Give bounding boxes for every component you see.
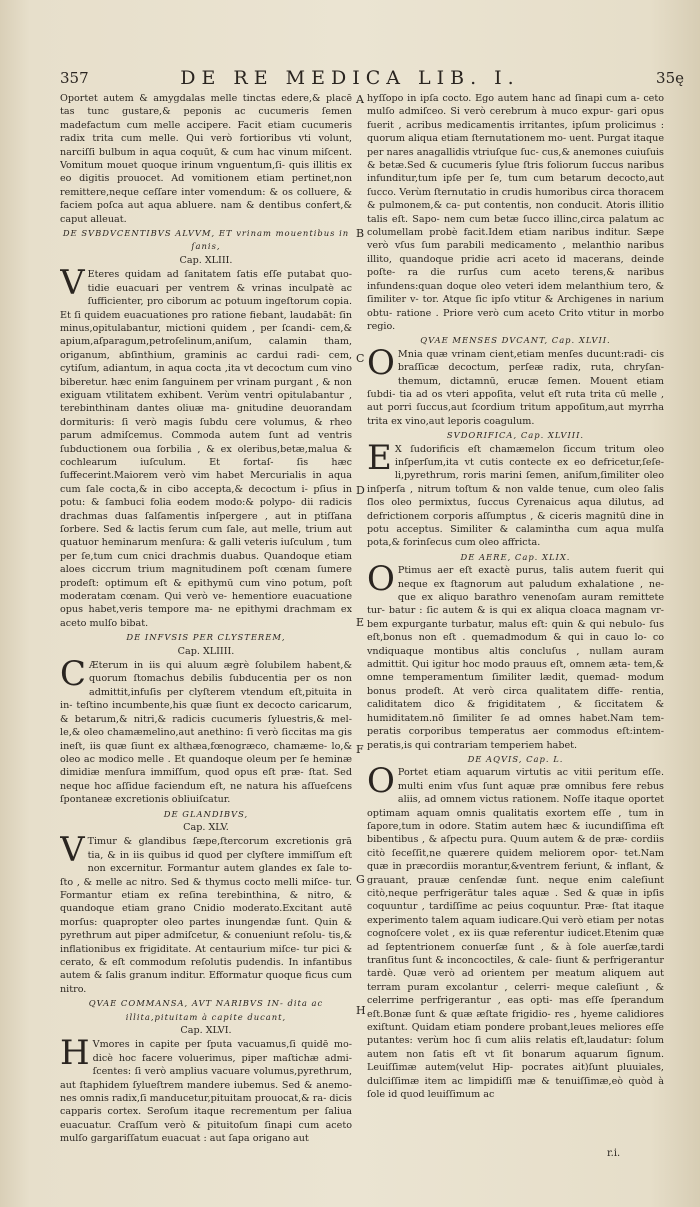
chapter-heading [367, 334, 664, 347]
paragraph-text: Vmores in capite per ſputa vacuamus,ſi quidē mo- dicè hoc facere voluerimus, piper maſtichæ admi- ſcentes: ſi verò amplius vacuare volumus,pyrethrum, aut ſtaphidem ſylueſtrem mandere iubemus. Sed & anemo- nes omnis radix,ſi manducetur,pituitam prouocat,& ra- dicis capparis cortex. Seroſum itaque recrementum per ſaliua euacuatur. Craſſum verò & pituitoſum ſinapi cum aceto mulſo gargariſſatum euacuat : aut ſapa origano aut [60, 1039, 352, 1145]
chapter-title: SVDORIFICA, [446, 430, 518, 441]
chapter-title: DE AERE, [460, 551, 512, 562]
margin-letter-h: H [356, 1004, 366, 1017]
drop-cap: O [367, 342, 395, 383]
chapter-number: Cap. L. [526, 753, 564, 764]
paragraph: hyſſopo in ipſa cocto. Ego autem hanc ad ſinapi cum a- ceto mulſo admiſceo. Si verò cerebrum à muco expur- gari opus fuerit , acribus medicamentis irritantes, ipſum prolicimus : quorum aliqua etiam ſternutationem mo- uent. Purgat itaque per nares anagallidis vtriuſque ſuc- cus,& anemones cuiuſuis & betæ.Sed & cucumeris ſylue ſtris foliorum ſuccus naribus infunditur,tum ipſe per ſe, tum cum betarum decocto,aut ſucco. Verùm ſternutatio in crudis humoribus circa thoracem & pulmonem,& ca- put contentis, non conducit. Atoris illitio talis eſt. Sapo- nem cum betæ ſucco illinc,circa palatum ac columellam probè facit.Idem etiam naribus inditur. Sæpe verò vſus ſum parabili medicamento , melanthio naribus illito, quandoque pridie acri aceto id macerans, deinde poſte- ra die rurſus cum aceto terens,& naribus infundens:quan doque oleo veteri idem melanthium tero, & ſimiliter v- tor. Atque ſic ipſo vtitur & Archigenes in narium obtu- ratione . Priore verò cum aceto Crito vtitur in morbo regio. [367, 93, 664, 332]
paragraph [60, 830, 352, 996]
folio-number-left: 357 [60, 69, 89, 87]
margin-letter-g: G [356, 873, 365, 886]
paragraph: Oportet autem & amygdalas melle tinctas edere,& placē tas tunc gustare,& peponis ac cucumeris ſemen madefactum cum melle accipere. Facit etiam cucumeris radix trita cum melle. Qui verò fortioribus vti volunt, narciſſi bulbum in aqua coquūt, & cum hac vinum miſcent. Vomitum mouet quoque irinum vnguentum,ſi- quis illitis ex eo digitis prouocet. Ad vomitionem etiam pertinet,non remittere,neque ceſſare inter vomendum: & os colluere, & faciem poſca aut aqua abluere. nam & dentibus confert,& caput alleuat. [60, 93, 352, 225]
margin-letter-b: B [356, 227, 365, 240]
margin-letter-e: E [356, 616, 365, 629]
paragraph-text: Æterum in iis qui aluum ægrè ſolubilem habent,& quorum ſtomachus debilis ſubducentia per os non admittit,infuſis per clyſterem vtendum eſt,pituita in in- teſtino incumbente,his quæ ſiunt ex decocto caricarum, & betarum,& nitri,& radicis cucumeris ſyluestris,& mel- le,& oleo chamæmelino,aut anethino: ſi verò ſiccitas ma gis ineſt, iis quæ ſiunt ex althæa,fœnogræco, chamæme- lo,& oleo ac modico melle . Et quandoque oleum per ſe heminæ dimidiæ menſura immiſſum, quod opus eſt præ- ſtat. Sed neque hoc aſſidue faciendum eſt, ne natura his aſſueſcens ſpontaneæ excretionis obliuiſcatur. [60, 660, 352, 806]
chapter-heading: DE INFVSIS PER CLYSTEREM, [126, 632, 286, 643]
left-column [60, 92, 352, 1152]
right-column [367, 92, 664, 1152]
paragraph-text: Eteres quidam ad ſanitatem ſatis eſſe putabat quo- tidie euacuari per ventrem & vrinas inculpatè ac ſufficienter, pro ciborum ac potuum ingeſtorum copia. Et ſi quidem euacuationes pro ratione fiebant, laudabāt: ſin minus,opitulabantur, mictioni quidem , per ſcandi- cem,& apium,aſparagum,petroſelinum,aniſum, calamin tham, origanum, abſinthium, graminis ac cardui radi- cem, cytiſum, adiantum, in aqua cocta ,ita vt decoctum cum vino biberetur. hæc enim ſanguinem per vrinam purgant , & non exiguam vtilitatem exhibent. Verùm ventri opitulabantur , terebinthinam dantes oliuæ ma- gnitudine deuorandam dormituris: ſi verò magis ſubdu cere volumus, & rheo parum admiſcemus. Commoda autem ſunt ad ventris ſubductionem oua ſorbilia , & ex oleribus,betæ,malua & cochlearum iuſculum. Et fortaſ- ſis hæc ſuffecerint.Maiorem verò vim habet Mercurialis in aqua cum ſale cocta,& in cibo accepta,& decoctum i- pſius in potu: & ſambuci folia eodem modo:& polypo- dii radicis drachmas duas ſalſamentis inſpergere , aut in ptiſſana ſorbere. Sed & lactis ſerum cum ſale, aut melle, trium aut quatuor heminarum menſura: & galli veteris iuſculum , tum per ſe,tum cum cnici drachmis duabus. Quandoque etiam aloes ciccrum trium magnitudinem poſt cœnam ſumere prodeſt: optimum eſt & epithymū cum vino potum, poſt moderatam cœnam. Qui verò ve- hementiore euacuatione opus habet,veris tempore ma- ne epithymi drachmam ex aceto mulſo bibat. [60, 269, 352, 629]
paragraph [60, 654, 352, 806]
margin-letter-d: D [356, 484, 365, 497]
paragraph-text: Ptimus aer eſt exactè purus, talis autem fuerit qui neque ex ſtagnorum aut paludum exhalatione , ne- que ex aliquo barathro venenoſam auram remittete tur- batur : ſic autem & is qui ex aliqua cloaca magnam vr- bem expurgante turbatur, malus eſt: quin & qui nebulo- ſus eſt,bonus non eſt . quemadmodum & qui in cauo lo- co vndiquaque montibus altis concluſus , nullam auram admittit. Qui igitur hoc modo prauus eſt, omnem æta- tem,& omne temperamentum ſimiliter lædit, quemad- modum bonus prodeſt. At verò circa qualitatem diffe- rentia, caliditatem dico & frigiditatem , & ſiccitatem & humiditatem.nō ſimiliter ſe ad omnes habet.Nam tem- peratis corporibus temperatus aer commodus eſt:intem- peratis,is qui contrariam temperiem habet. [367, 565, 664, 751]
chapter-title: QVAE MENSES DVCANT, [420, 335, 549, 346]
drop-cap: C [60, 654, 87, 695]
drop-cap: H [60, 1033, 90, 1074]
chapter-heading [367, 429, 664, 442]
chapter-heading: DE SVBDVCENTIBVS ALVVM, ET vrinam mouentibus in ſanis, [62, 228, 350, 252]
paragraph-text: X ſudorificis eſt chamæmelon ſiccum tritum oleo inſperſum,ita vt cutis contecte ex eo defricetur,ſeſe- li,pyrethrum, roris marini ſemen, aniſum,ſimiliter oleo inſperſa , nitrum toſtum & non valde tenue, cum oleo ſalis ſlos oleo permixtus, ſuccus Cyrenaicus aqua dilutus, ad defrictionem corporis aſſumptus , & ciceris magnitū dine in potu acceptus. Similiter & calamintha cum aqua mulſa pota,& forinſecus cum oleo affricta. [367, 443, 664, 549]
drop-cap: O [367, 559, 395, 600]
paragraph [367, 437, 664, 550]
drop-cap: O [367, 761, 395, 802]
chapter-number: Cap. XLIIII. [177, 645, 235, 657]
chapter-number: Cap. XLV. [183, 821, 229, 833]
drop-cap: V [60, 830, 85, 871]
chapter-number: Cap. XLVII. [551, 335, 611, 346]
paragraph [367, 761, 664, 1101]
margin-letter-f: F [356, 743, 364, 756]
running-title: DE RE MEDICA LIB. I. [180, 67, 520, 89]
margin-letter-c: C [356, 352, 365, 365]
chapter-title: DE AQVIS, [467, 753, 523, 764]
paragraph [367, 559, 664, 752]
chapter-number: Cap. XLIII. [179, 254, 233, 266]
drop-cap: V [60, 263, 85, 304]
paragraph [367, 342, 664, 428]
paragraph-text: Portet etiam aquarum virtutis ac vitii peritum eſſe. multi enim vſus ſunt aquæ præ omnibus fere rebus aliis, ad omnem victus rationem. Noſſe itaque oportet optimam aquam omnis qualitatis exortem eſſe , tum in ſapore,tum in odore. Statim autem hæc & iucundiſſima eſt bibentibus , & aſpectu pura. Quum autem & de præ- cordiis citò ſeceſſit,ne quærere quidem meliorem opor- tet.Nam quæ in præcordiis morantur,&ventrem feriunt, & inflant, & grauant, prauæ cenſendæ ſunt. neque enim caleſiunt citò,neque perfrigerātur tales aquæ . Sed & quæ in ipſis coquuntur , tardiſſime ac peius coquuntur. Præ- ſtat itaque experimento talem aquam iudicare.Qui verò etiam per notas cognoſcere volet , ex iis quæ referentur iudicet.Etenim quæ ad ſeptentrionem conuerſæ ſunt , & à ſole auerſæ,tardi tranſitus ſunt & inconcoctiles, & cale- ſiunt & perfrigerantur tardè. Quæ verò ad orientem per meatum aliquem aut terram puram excolantur , celerri- meque caleſiunt , & celerrime perfrigerantur , eas opti- mas eſſe ſperandum eſt.Bonæ ſunt & quæ æſtate frigidio- res , hyeme calidiores exiſtunt. Quidam etiam pondere probant,leues meliores eſſe putantes: verùm hoc ſi cum aliis relatis eſt,laudatur: ſolum autem non ſatis eſt vt ſit bonarum aquarum ſignum. Leuiſſimæ autem(velut Hip- pocrates ait)ſunt pluuiales, dulciſſimæ item ac limpidiſſi mæ & tenuiſſimæ,eò quòd à ſole id quod leuiſſimum ac [367, 767, 664, 1101]
chapter-number: Cap. XLVIII. [520, 430, 585, 441]
paragraph-text: Mnia quæ vrinam cient,etiam menſes ducunt:radi- cis braſſicæ decoctum, perſeæ radix, ruta, chryſan- themum, dictamnū, erucæ ſemen. Mouent etiam ſubdi- tia ad os vteri appoſita, velut eſt ruta trita cū melle , aut porri ſuccus,aut ſcordium tritum appoſitum,aut myrrha trita ex vino,aut leporis coagulum. [367, 348, 664, 427]
folio-number-right: 35ę [656, 69, 684, 87]
chapter-heading: QVAE COMMANSA, AVT NARIBVS IN- dita ac illita,pituitam à capite ducant, [88, 998, 324, 1022]
chapter-heading [367, 551, 664, 564]
paragraph [60, 263, 352, 630]
paragraph-text: Timur & glandibus ſæpe,ſtercorum excretionis grā tia, & in iis quibus id quod per clyſtere immiſſum eſt non excernitur. Formantur autem glandes ex ſale to- ſto , & melle ac nitro. Sed & thymus cocto melli miſce- tur. Formantur etiam ex reſina terebinthina, & nitro, & quandoque etiam grano Cnidio moderato.Excitant autē morſus: quapropter oleo partes inungendæ ſunt. Quin & pyrethrum aut piper admiſcetur, & conueniunt reſolu- tis,& inflationibus ex frigiditate. At centaurium miſce- tur pici & cerato, & eſt commodum reſolutis pudendis. In infantibus autem & ſalis granum inditur. Efformatur quoque ficus cum nitro. [60, 836, 352, 995]
catchword: r.i. [607, 1148, 621, 1159]
chapter-heading: DE GLANDIBVS, [163, 808, 249, 819]
paragraph [60, 1033, 352, 1145]
chapter-number: Cap. XLVI. [180, 1025, 232, 1037]
margin-letter-a: A [356, 93, 364, 106]
chapter-number: Cap. XLIX. [514, 551, 571, 562]
drop-cap: E [367, 437, 392, 478]
chapter-heading [367, 753, 664, 766]
